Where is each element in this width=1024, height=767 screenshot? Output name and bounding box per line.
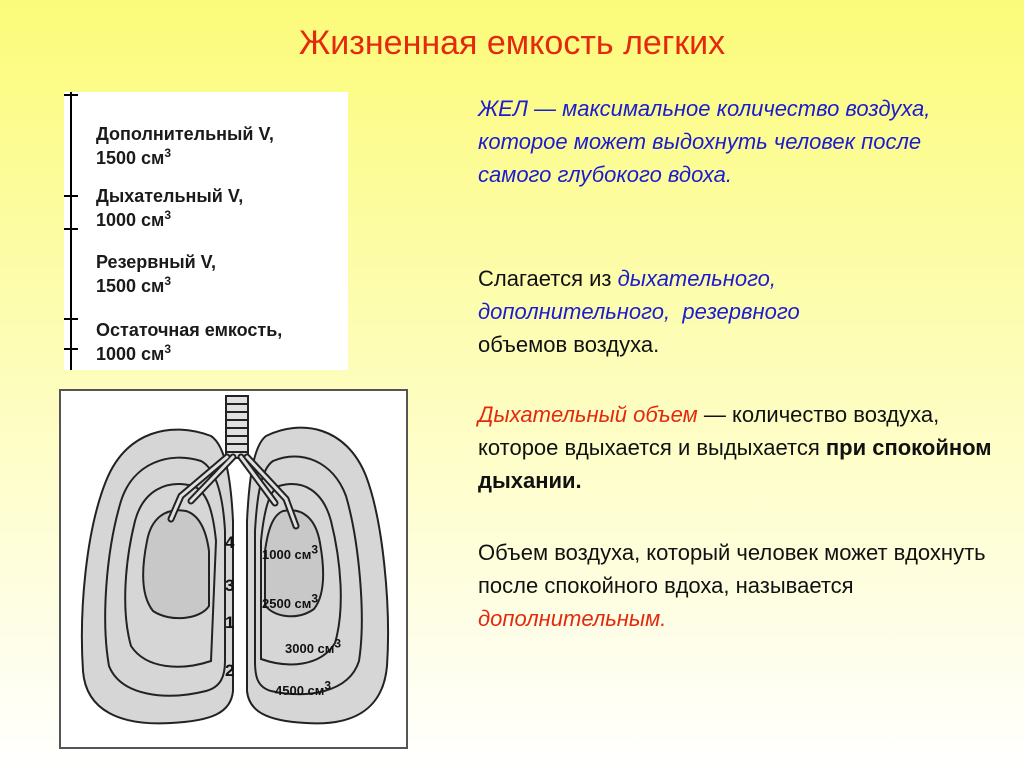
scale-label-tidal: Дыхательный V, 1000 $см^3$ bbox=[96, 186, 244, 230]
lung-volume-label: 1000 $см^3$ bbox=[262, 542, 319, 562]
inspiratory-volume-paragraph: Объем воздуха, который человек может вдохнуть после спокойного вдоха, называется дополнительным. bbox=[478, 540, 986, 631]
lung-label-number: 2 bbox=[225, 661, 235, 680]
scale-tick bbox=[64, 228, 78, 230]
scale-tick bbox=[64, 318, 78, 320]
lung-volume-label: 2500 $см^3$ bbox=[262, 591, 319, 611]
lung-label-number: 3 bbox=[225, 576, 235, 595]
scale-tick bbox=[64, 348, 78, 350]
lungs-drawing bbox=[61, 391, 406, 747]
scale-tick bbox=[64, 94, 78, 96]
scale-label-residual: Остаточная емкость, 1000 $см^3$ bbox=[96, 320, 283, 364]
scale-axis bbox=[70, 92, 72, 370]
definition-paragraph: ЖЕЛ — максимальное количество воздуха, которое может выдохнуть человек после самого глубокого вдоха. bbox=[478, 96, 931, 187]
scale-label-reserve: Резервный V, 1500 $см^3$ bbox=[96, 252, 217, 296]
lungs-illustration bbox=[59, 389, 408, 749]
lung-volume-label: 3000 $см^3$ bbox=[285, 636, 342, 656]
lung-volume-label: 4500 $см^3$ bbox=[275, 678, 332, 698]
volume-scale-panel bbox=[64, 92, 348, 370]
composition-paragraph: Слагается из дыхательного, дополнительного, резервного объемов воздуха. bbox=[478, 266, 800, 357]
lung-label-number: 1 bbox=[225, 613, 235, 632]
scale-tick bbox=[64, 195, 78, 197]
slide-title: Жизненная емкость легких bbox=[298, 24, 726, 62]
tidal-volume-paragraph: Дыхательный объем — количество воздуха, которое вдыхается и выдыхается при спокойном дыхании. bbox=[478, 402, 992, 493]
lung-label-number: 4 bbox=[225, 533, 235, 552]
scale-label-supplemental: Дополнительный V, 1500 $см^3$ bbox=[96, 124, 274, 168]
